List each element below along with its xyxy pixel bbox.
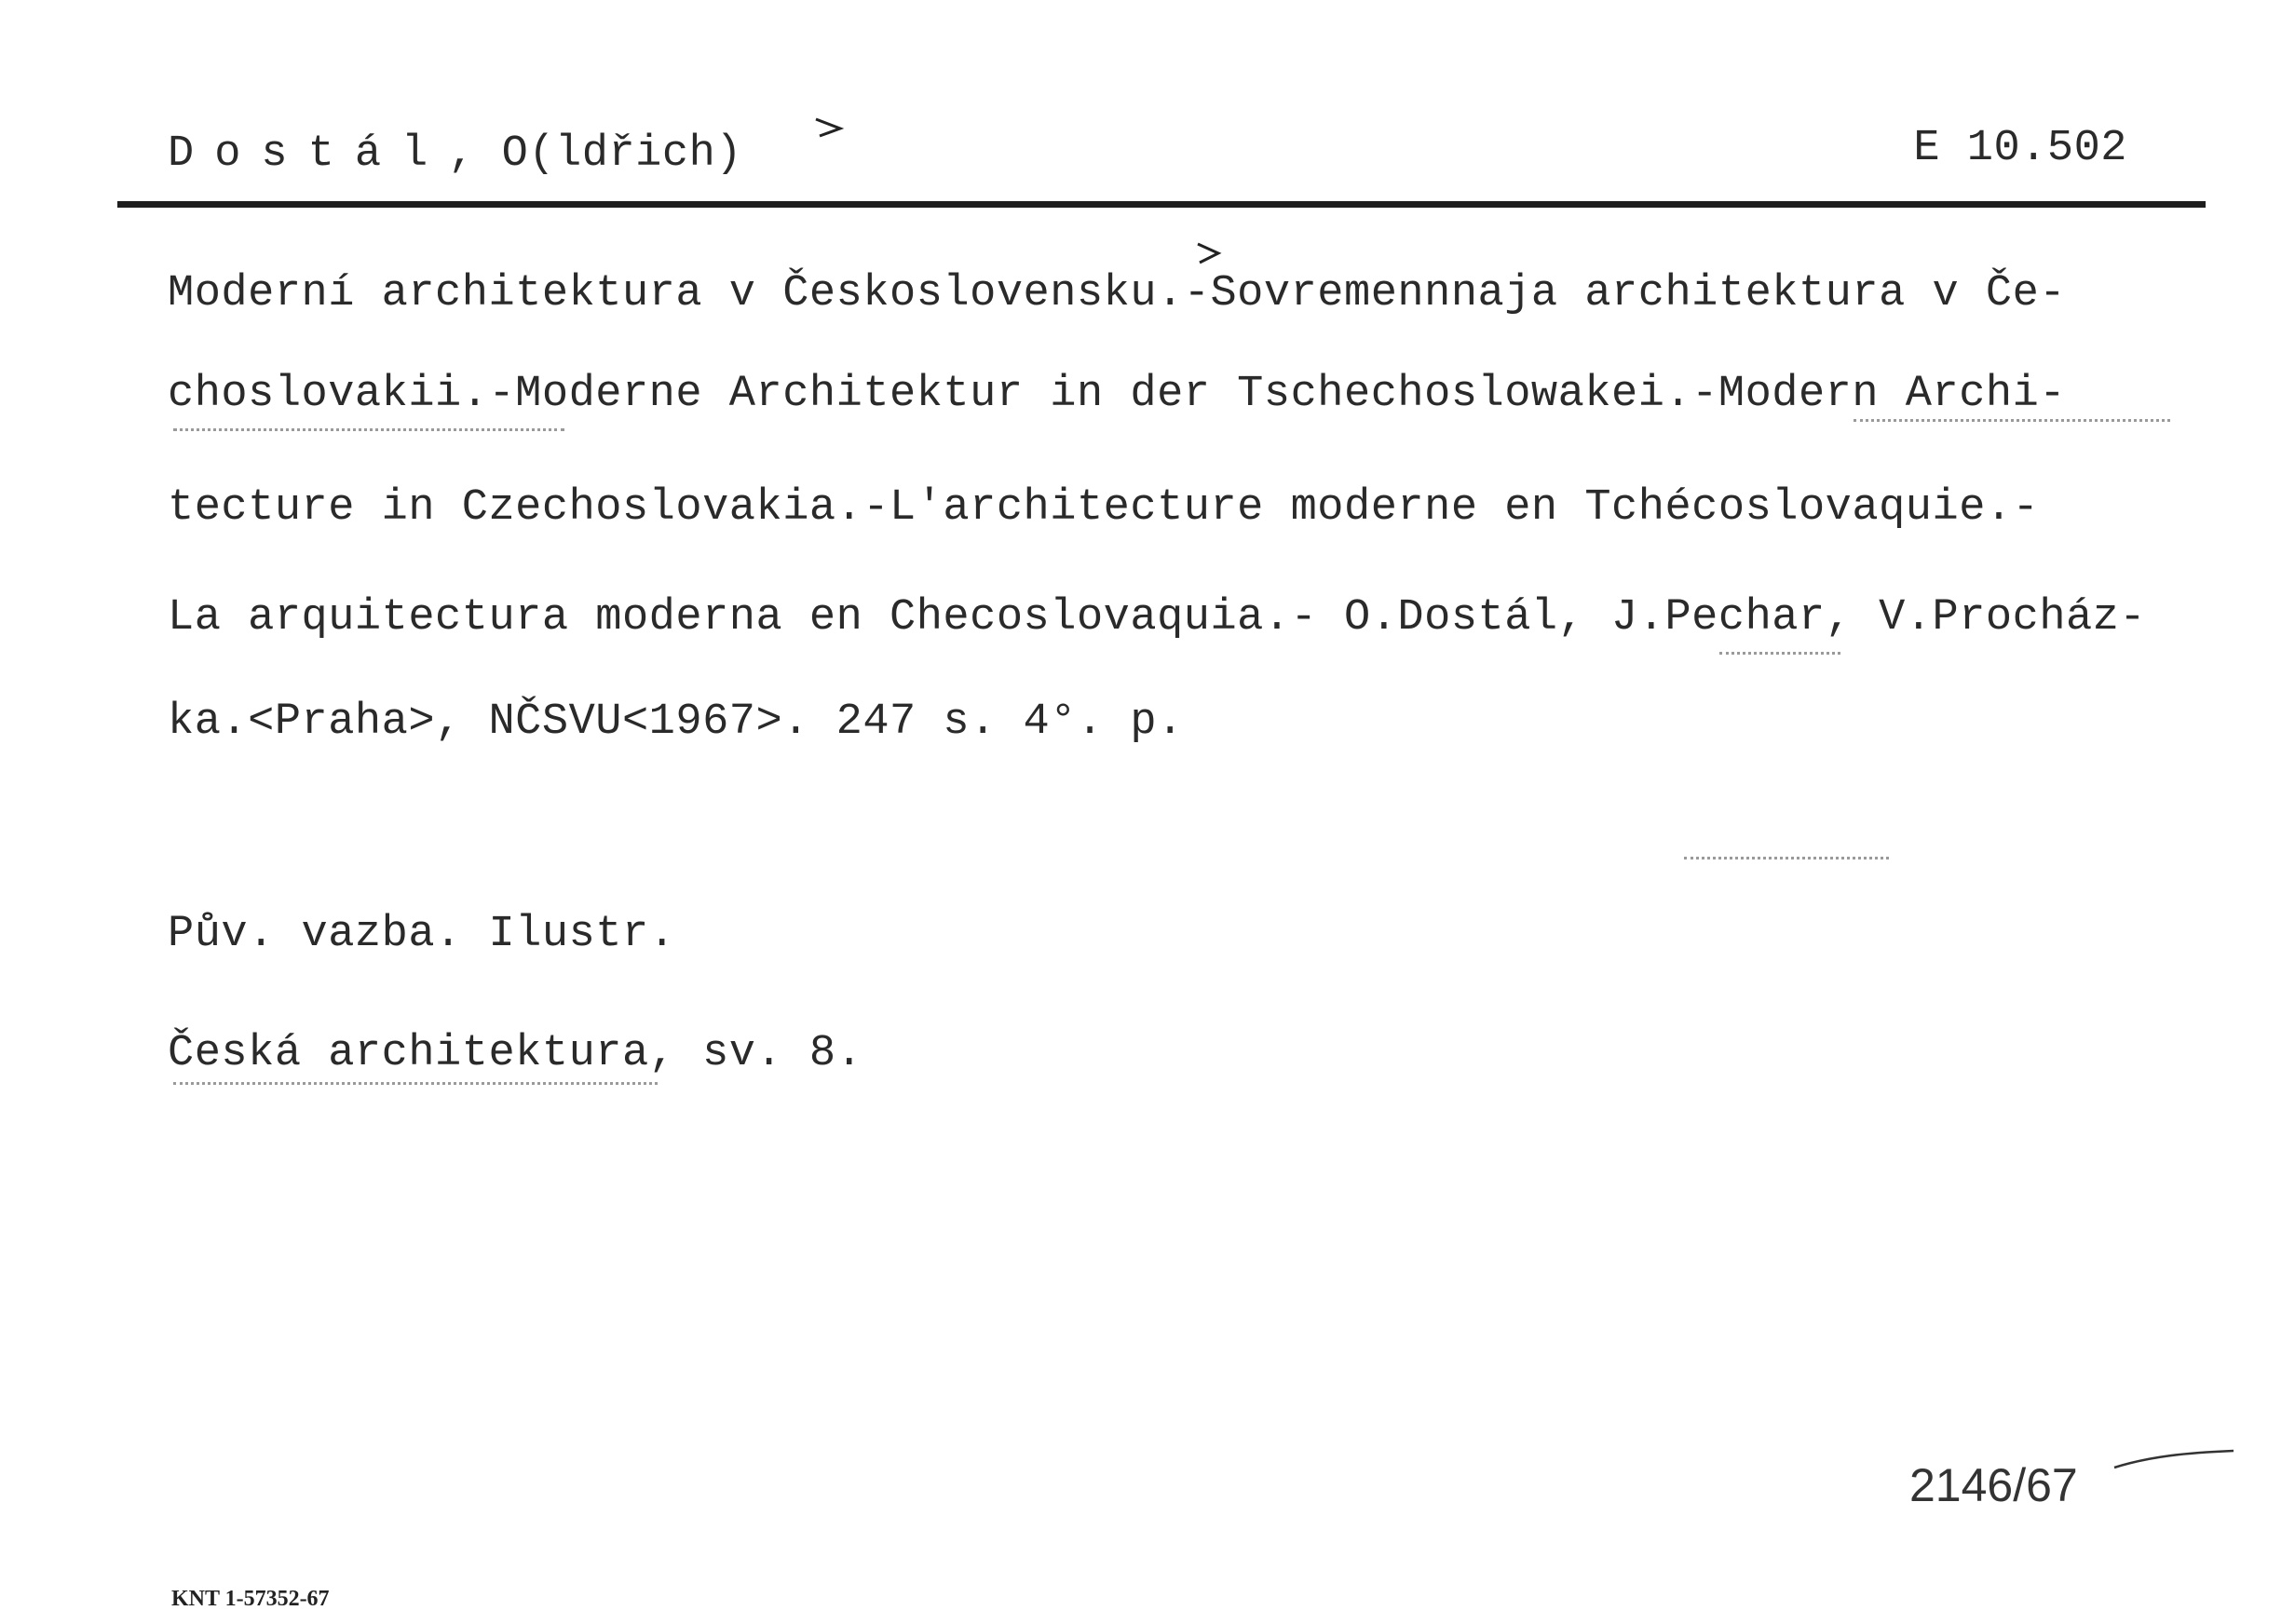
dotted-underline bbox=[173, 428, 564, 435]
printer-mark: KNT 1-57352-67 bbox=[171, 1587, 330, 1611]
binding-note: Pův. vazba. Ilustr. bbox=[168, 910, 676, 959]
handwritten-bracket-mark bbox=[812, 114, 849, 147]
dotted-underline bbox=[1854, 419, 2170, 426]
dotted-underline bbox=[1684, 857, 1889, 863]
author-heading bbox=[168, 129, 742, 179]
author-given-name: , O(ldřich) bbox=[448, 129, 742, 179]
shelf-mark: E 10.502 bbox=[1913, 124, 2127, 173]
dotted-underline bbox=[1719, 652, 1840, 658]
dotted-underline bbox=[173, 1082, 658, 1089]
handwritten-bracket-mark bbox=[1194, 240, 1226, 272]
title-line-2: choslovakii.-Moderne Architektur in der Tschechoslowakei.-Modern Archi- bbox=[168, 370, 2067, 419]
header-divider bbox=[117, 201, 2206, 208]
author-surname: Dostál bbox=[168, 129, 449, 179]
series-statement: Česká architektura, sv. 8. bbox=[168, 1029, 863, 1078]
handwritten-flourish bbox=[2112, 1449, 2235, 1471]
title-line-4: La arquitectura moderna en Checoslovaquia.- O.Dostál, J.Pechar, V.Procház- bbox=[168, 593, 2147, 643]
title-line-3: tecture in Czechoslovakia.-L'architecture moderne en Tchécoslovaquie.- bbox=[168, 483, 2040, 533]
imprint-line: ka.<Praha>, NČSVU<1967>. 247 s. 4°. p. bbox=[168, 697, 1184, 747]
accession-number: 2146/67 bbox=[1909, 1459, 2078, 1511]
title-line-1: Moderní architektura v Československu.-Sovremennnaja architektura v Če- bbox=[168, 269, 2067, 318]
